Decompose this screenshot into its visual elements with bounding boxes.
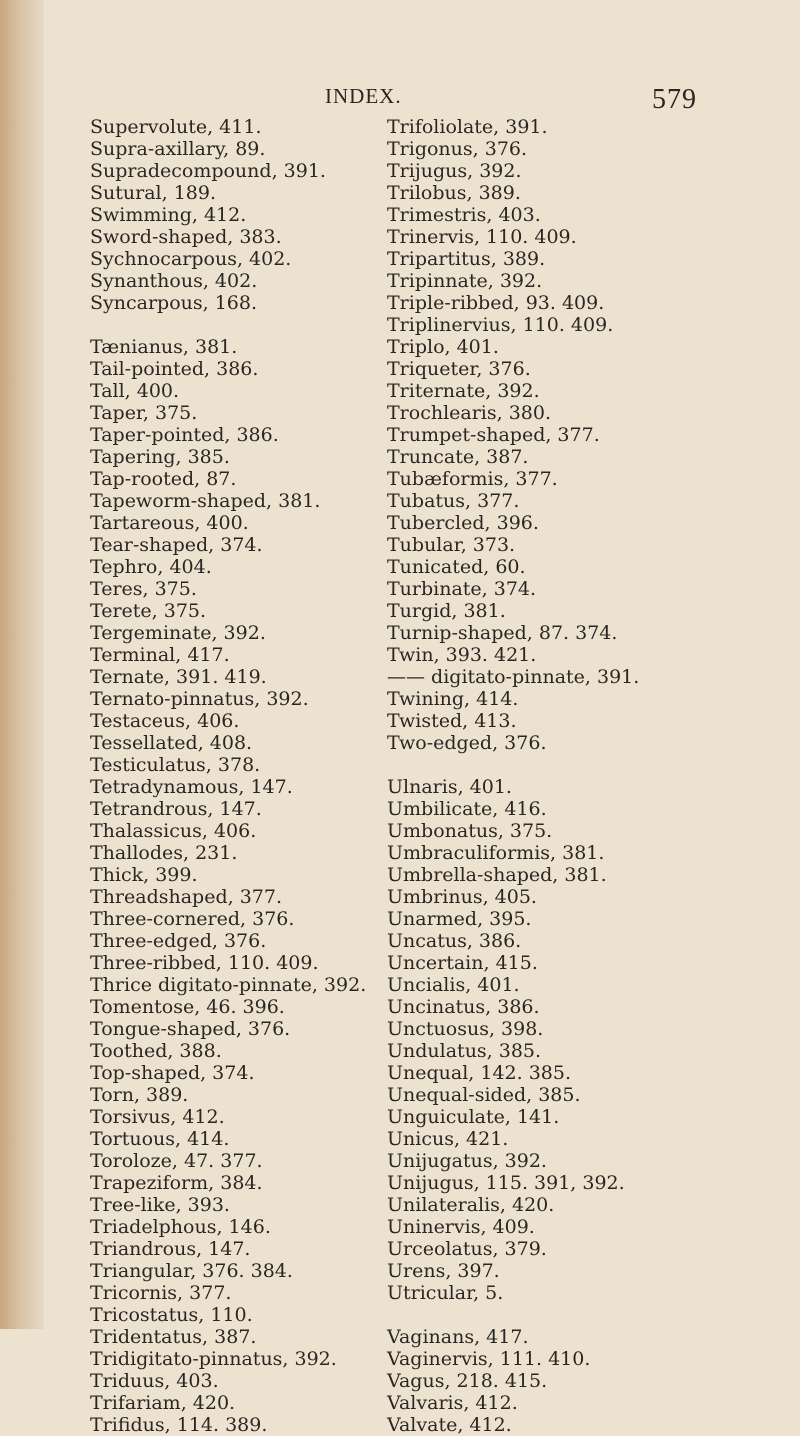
- index-entry: Tubercled, 396.: [387, 512, 539, 534]
- index-entry: Umbrinus, 405.: [387, 886, 537, 908]
- index-entry: Supradecompound, 391.: [90, 160, 326, 182]
- index-entry: Tripartitus, 389.: [387, 248, 546, 270]
- index-entry: Tapeworm-shaped, 381.: [90, 490, 321, 512]
- index-entry: Trapeziform, 384.: [90, 1172, 263, 1194]
- index-entry: Unguiculate, 141.: [387, 1106, 560, 1128]
- index-entry: Thallodes, 231.: [90, 842, 238, 864]
- index-entry: Synanthous, 402.: [90, 270, 258, 292]
- index-entry: Triadelphous, 146.: [90, 1216, 271, 1238]
- index-entry: Tunicated, 60.: [387, 556, 526, 578]
- index-entry: Three-cornered, 376.: [90, 908, 295, 930]
- index-entry: Two-edged, 376.: [387, 732, 547, 754]
- index-entry: Testiculatus, 378.: [90, 754, 261, 776]
- index-entry: Unijugatus, 392.: [387, 1150, 547, 1172]
- index-entry: Twisted, 413.: [387, 710, 517, 732]
- index-entry: Truncate, 387.: [387, 446, 529, 468]
- index-entry: Tridigitato-pinnatus, 392.: [90, 1348, 337, 1370]
- index-column-right: [387, 116, 639, 1436]
- index-entry: Trigonus, 376.: [387, 138, 528, 160]
- index-entry: Twining, 414.: [387, 688, 519, 710]
- index-entry: Urens, 397.: [387, 1260, 500, 1282]
- page-number: 579: [652, 84, 697, 115]
- index-entry: Trinervis, 110. 409.: [387, 226, 577, 248]
- index-entry: Tetrandrous, 147.: [90, 798, 262, 820]
- index-entry: Utricular, 5.: [387, 1282, 504, 1304]
- index-entry: Unequal, 142. 385.: [387, 1062, 572, 1084]
- index-entry: Uncinatus, 386.: [387, 996, 540, 1018]
- index-entry: Uncertain, 415.: [387, 952, 538, 974]
- index-entry: Syncarpous, 168.: [90, 292, 258, 314]
- index-entry: Triduus, 403.: [90, 1370, 219, 1392]
- index-entry: Unarmed, 395.: [387, 908, 532, 930]
- index-entry: Thrice digitato-pinnate, 392.: [90, 974, 367, 996]
- index-entry: Umbilicate, 416.: [387, 798, 547, 820]
- index-entry: Tephro, 404.: [90, 556, 212, 578]
- index-entry: Trifoliolate, 391.: [387, 116, 548, 138]
- index-entry: Terete, 375.: [90, 600, 207, 622]
- index-entry: Ternato-pinnatus, 392.: [90, 688, 309, 710]
- index-entry: Tridentatus, 387.: [90, 1326, 257, 1348]
- index-entry: —— digitato-pinnate, 391.: [387, 666, 640, 688]
- running-header: INDEX.: [325, 84, 402, 108]
- index-entry: Valvate, 412.: [387, 1414, 512, 1436]
- index-entry: Tomentose, 46. 396.: [90, 996, 285, 1018]
- index-entry: Triplinervius, 110. 409.: [387, 314, 614, 336]
- index-entry: Torsivus, 412.: [90, 1106, 225, 1128]
- index-entry: Unequal-sided, 385.: [387, 1084, 581, 1106]
- index-entry: Tail-pointed, 386.: [90, 358, 259, 380]
- index-entry: Triqueter, 376.: [387, 358, 531, 380]
- index-entry: Tree-like, 393.: [90, 1194, 230, 1216]
- page-edge: [0, 0, 44, 1329]
- index-entry: Tortuous, 414.: [90, 1128, 230, 1150]
- index-entry: Umbraculiformis, 381.: [387, 842, 605, 864]
- index-entry: Trifidus, 114. 389.: [90, 1414, 268, 1436]
- index-entry: Trimestris, 403.: [387, 204, 541, 226]
- index-entry: Thalassicus, 406.: [90, 820, 257, 842]
- index-column-left: [90, 116, 366, 1436]
- index-entry: Tapering, 385.: [90, 446, 230, 468]
- index-entry: Ternate, 391. 419.: [90, 666, 267, 688]
- index-entry: Valvaris, 412.: [387, 1392, 518, 1414]
- index-entry: Threadshaped, 377.: [90, 886, 282, 908]
- index-entry: Terminal, 417.: [90, 644, 230, 666]
- index-entry: Urceolatus, 379.: [387, 1238, 547, 1260]
- index-entry: Tricornis, 377.: [90, 1282, 232, 1304]
- index-entry: Vaginervis, 111. 410.: [387, 1348, 591, 1370]
- index-entry: Sychnocarpous, 402.: [90, 248, 292, 270]
- index-entry: Sutural, 189.: [90, 182, 216, 204]
- index-entry: Uncialis, 401.: [387, 974, 520, 996]
- index-entry: Tripinnate, 392.: [387, 270, 543, 292]
- index-entry: Triternate, 392.: [387, 380, 540, 402]
- index-entry: Trochlearis, 380.: [387, 402, 552, 424]
- index-entry: Toothed, 388.: [90, 1040, 222, 1062]
- index-entry: Vagus, 218. 415.: [387, 1370, 548, 1392]
- index-entry: Supervolute, 411.: [90, 116, 262, 138]
- index-entry: Umbrella-shaped, 381.: [387, 864, 607, 886]
- index-entry: Triple-ribbed, 93. 409.: [387, 292, 605, 314]
- index-entry: Undulatus, 385.: [387, 1040, 542, 1062]
- index-entry: Toroloze, 47. 377.: [90, 1150, 263, 1172]
- index-entry: Uninervis, 409.: [387, 1216, 535, 1238]
- index-entry: Tricostatus, 110.: [90, 1304, 253, 1326]
- index-entry: Umbonatus, 375.: [387, 820, 553, 842]
- index-entry: Turgid, 381.: [387, 600, 506, 622]
- index-entry: Testaceus, 406.: [90, 710, 240, 732]
- index-entry: Unctuosus, 398.: [387, 1018, 544, 1040]
- index-entry: Turnip-shaped, 87. 374.: [387, 622, 618, 644]
- index-entry: Trilobus, 389.: [387, 182, 521, 204]
- index-entry: Tartareous, 400.: [90, 512, 249, 534]
- index-entry: Sword-shaped, 383.: [90, 226, 282, 248]
- index-entry: Trifariam, 420.: [90, 1392, 236, 1414]
- index-entry: Swimming, 412.: [90, 204, 247, 226]
- index-entry: Tap-rooted, 87.: [90, 468, 237, 490]
- index-entry: Top-shaped, 374.: [90, 1062, 255, 1084]
- index-entry: Turbinate, 374.: [387, 578, 537, 600]
- index-entry: Tear-shaped, 374.: [90, 534, 263, 556]
- index-entry: Tongue-shaped, 376.: [90, 1018, 291, 1040]
- index-entry: Tænianus, 381.: [90, 336, 238, 358]
- index-entry: Tetradynamous, 147.: [90, 776, 293, 798]
- index-entry: Taper, 375.: [90, 402, 198, 424]
- index-entry: Three-ribbed, 110. 409.: [90, 952, 319, 974]
- index-entry: Torn, 389.: [90, 1084, 189, 1106]
- index-entry: Twin, 393. 421.: [387, 644, 537, 666]
- index-entry: Triandrous, 147.: [90, 1238, 251, 1260]
- index-entry: Three-edged, 376.: [90, 930, 267, 952]
- index-entry: Vaginans, 417.: [387, 1326, 529, 1348]
- index-entry: Supra-axillary, 89.: [90, 138, 266, 160]
- index-entry: Trumpet-shaped, 377.: [387, 424, 600, 446]
- index-entry: Uncatus, 386.: [387, 930, 522, 952]
- index-entry: Teres, 375.: [90, 578, 197, 600]
- index-entry: Tall, 400.: [90, 380, 180, 402]
- index-entry: Triplo, 401.: [387, 336, 499, 358]
- index-entry: Tubular, 373.: [387, 534, 516, 556]
- index-entry: Tessellated, 408.: [90, 732, 253, 754]
- index-entry: Unicus, 421.: [387, 1128, 509, 1150]
- index-entry: Ulnaris, 401.: [387, 776, 512, 798]
- index-entry: Triangular, 376. 384.: [90, 1260, 293, 1282]
- index-entry: Tubatus, 377.: [387, 490, 520, 512]
- index-entry: Tergeminate, 392.: [90, 622, 266, 644]
- index-entry: Taper-pointed, 386.: [90, 424, 279, 446]
- index-entry: Tubæformis, 377.: [387, 468, 558, 490]
- index-entry: Trijugus, 392.: [387, 160, 522, 182]
- index-entry: Thick, 399.: [90, 864, 198, 886]
- index-entry: Unijugus, 115. 391, 392.: [387, 1172, 625, 1194]
- index-entry: Unilateralis, 420.: [387, 1194, 555, 1216]
